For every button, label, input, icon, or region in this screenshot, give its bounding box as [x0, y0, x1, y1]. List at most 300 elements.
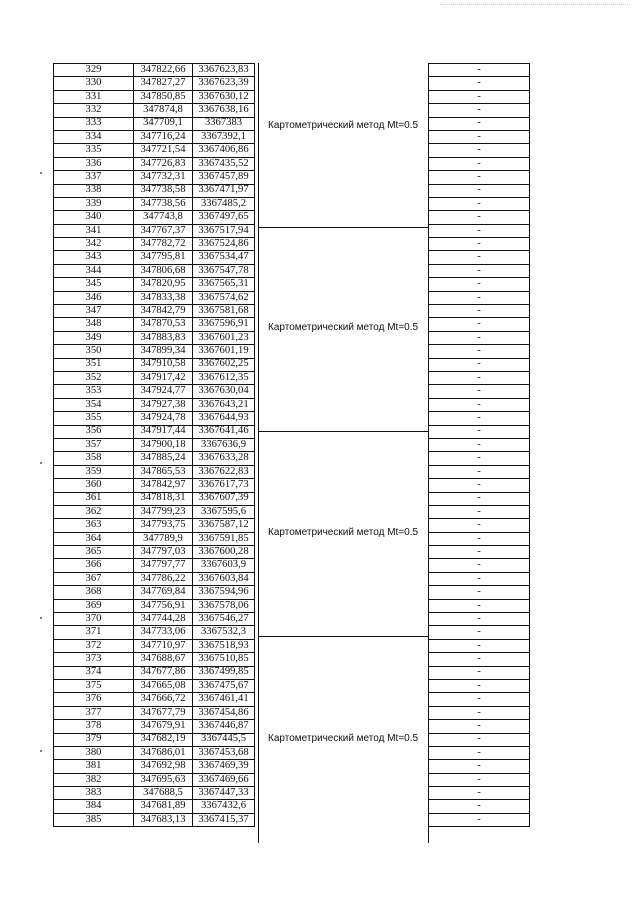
scan-artifact: [440, 4, 630, 8]
x-coordinate-cell: 347924,78: [134, 412, 193, 425]
dash-cell: -: [429, 546, 530, 559]
table-row: [54, 438, 255, 451]
x-coordinate-cell: 347917,42: [134, 371, 193, 384]
point-number-cell: 377: [54, 706, 134, 719]
point-number-cell: 375: [54, 679, 134, 692]
x-coordinate-cell: 347874,8: [134, 104, 193, 117]
point-number-cell: 334: [54, 130, 134, 143]
dash-row: [429, 519, 530, 532]
y-coordinate-cell: 3367643,21: [193, 398, 255, 411]
x-coordinate-cell: 347743,8: [134, 211, 193, 224]
table-row: [54, 305, 255, 318]
dash-row: [429, 291, 530, 304]
point-number-cell: 355: [54, 412, 134, 425]
dash-row: [429, 371, 530, 384]
dash-cell: -: [429, 706, 530, 719]
y-coordinate-cell: 3367603,9: [193, 559, 255, 572]
point-number-cell: 330: [54, 77, 134, 90]
y-coordinate-cell: 3367636,9: [193, 438, 255, 451]
dash-cell: -: [429, 117, 530, 130]
point-number-cell: 379: [54, 733, 134, 746]
x-coordinate-cell: 347818,31: [134, 492, 193, 505]
y-coordinate-cell: 3367432,6: [193, 800, 255, 813]
table-row: [54, 117, 255, 130]
y-coordinate-cell: 3367469,66: [193, 773, 255, 786]
y-coordinate-cell: 3367602,25: [193, 358, 255, 371]
y-coordinate-cell: 3367600,28: [193, 546, 255, 559]
point-number-cell: 340: [54, 211, 134, 224]
x-coordinate-cell: 347683,13: [134, 813, 193, 826]
x-coordinate-cell: 347850,85: [134, 90, 193, 103]
dash-row: [429, 385, 530, 398]
dash-cell: -: [429, 318, 530, 331]
dash-row: [429, 104, 530, 117]
point-number-cell: 331: [54, 90, 134, 103]
x-coordinate-cell: 347842,79: [134, 305, 193, 318]
dash-row: [429, 412, 530, 425]
point-number-cell: 380: [54, 746, 134, 759]
y-coordinate-cell: 3367471,97: [193, 184, 255, 197]
y-coordinate-cell: 3367435,52: [193, 157, 255, 170]
point-number-cell: 348: [54, 318, 134, 331]
table-row: [54, 197, 255, 210]
dash-row: [429, 305, 530, 318]
y-coordinate-cell: 3367601,19: [193, 345, 255, 358]
dash-cell: -: [429, 264, 530, 277]
y-coordinate-cell: 3367499,85: [193, 666, 255, 679]
dash-row: [429, 746, 530, 759]
dash-row: [429, 626, 530, 639]
group-divider: [258, 431, 428, 432]
y-coordinate-cell: 3367594,96: [193, 586, 255, 599]
dash-row: [429, 559, 530, 572]
dash-cell: -: [429, 492, 530, 505]
x-coordinate-cell: 347732,31: [134, 171, 193, 184]
scan-speck: [40, 172, 42, 174]
dash-cell: -: [429, 572, 530, 585]
table-row: [54, 224, 255, 237]
y-coordinate-cell: 3367532,3: [193, 626, 255, 639]
y-coordinate-cell: 3367546,27: [193, 613, 255, 626]
x-coordinate-cell: 347885,24: [134, 452, 193, 465]
table-row: [54, 599, 255, 612]
table-row: [54, 746, 255, 759]
point-number-cell: 383: [54, 787, 134, 800]
table-row: [54, 238, 255, 251]
x-coordinate-cell: 347820,95: [134, 278, 193, 291]
scan-speck: [40, 462, 42, 464]
point-number-cell: 351: [54, 358, 134, 371]
table-row: [54, 626, 255, 639]
x-coordinate-cell: 347721,54: [134, 144, 193, 157]
table-row: [54, 144, 255, 157]
dash-cell: -: [429, 452, 530, 465]
table-row: [54, 733, 255, 746]
dash-cell: -: [429, 425, 530, 438]
y-coordinate-cell: 3367587,12: [193, 519, 255, 532]
dash-cell: -: [429, 813, 530, 826]
y-coordinate-cell: 3367591,85: [193, 532, 255, 545]
y-coordinate-cell: 3367623,39: [193, 77, 255, 90]
x-coordinate-cell: 347900,18: [134, 438, 193, 451]
point-number-cell: 368: [54, 586, 134, 599]
dash-row: [429, 546, 530, 559]
x-coordinate-cell: 347822,66: [134, 64, 193, 77]
y-coordinate-cell: 3367447,33: [193, 787, 255, 800]
point-number-cell: 337: [54, 171, 134, 184]
point-number-cell: 385: [54, 813, 134, 826]
dash-cell: -: [429, 679, 530, 692]
point-number-cell: 354: [54, 398, 134, 411]
dash-row: [429, 425, 530, 438]
table-row: [54, 760, 255, 773]
point-number-cell: 342: [54, 238, 134, 251]
point-number-cell: 366: [54, 559, 134, 572]
table-row: [54, 291, 255, 304]
scan-speck: [40, 617, 42, 619]
table-row: [54, 532, 255, 545]
group-divider: [258, 227, 428, 228]
x-coordinate-cell: 347870,53: [134, 318, 193, 331]
dash-row: [429, 613, 530, 626]
point-number-cell: 356: [54, 425, 134, 438]
dash-row: [429, 130, 530, 143]
x-coordinate-cell: 347769,84: [134, 586, 193, 599]
dash-cell: -: [429, 599, 530, 612]
dash-cell: -: [429, 693, 530, 706]
x-coordinate-cell: 347797,03: [134, 546, 193, 559]
dash-cell: -: [429, 773, 530, 786]
dash-row: [429, 238, 530, 251]
x-coordinate-cell: 347709,1: [134, 117, 193, 130]
dash-cell: -: [429, 345, 530, 358]
y-coordinate-cell: 3367547,78: [193, 264, 255, 277]
method-label-group-1: Картометрический метод Mt=0.5: [268, 120, 419, 131]
point-number-cell: 344: [54, 264, 134, 277]
x-coordinate-cell: 347865,53: [134, 465, 193, 478]
point-number-cell: 360: [54, 479, 134, 492]
dash-row: [429, 465, 530, 478]
x-coordinate-cell: 347924,77: [134, 385, 193, 398]
table-row: [54, 720, 255, 733]
point-number-cell: 369: [54, 599, 134, 612]
dash-row: [429, 505, 530, 518]
dash-cell: -: [429, 197, 530, 210]
dash-row: [429, 264, 530, 277]
table-row: [54, 157, 255, 170]
y-coordinate-cell: 3367623,83: [193, 64, 255, 77]
table-row: [54, 813, 255, 826]
table-row: [54, 130, 255, 143]
table-row: [54, 546, 255, 559]
table-row: [54, 773, 255, 786]
point-number-cell: 346: [54, 291, 134, 304]
dash-row: [429, 639, 530, 652]
y-coordinate-cell: 3367445,5: [193, 733, 255, 746]
y-coordinate-cell: 3367601,23: [193, 331, 255, 344]
x-coordinate-cell: 347686,01: [134, 746, 193, 759]
dash-cell: -: [429, 760, 530, 773]
dash-cell: -: [429, 64, 530, 77]
y-coordinate-cell: 3367607,39: [193, 492, 255, 505]
point-number-cell: 339: [54, 197, 134, 210]
x-coordinate-cell: 347688,67: [134, 653, 193, 666]
dash-cell: -: [429, 130, 530, 143]
table-row: [54, 639, 255, 652]
table-row: [54, 251, 255, 264]
dash-cell: -: [429, 519, 530, 532]
x-coordinate-cell: 347917,44: [134, 425, 193, 438]
point-number-cell: 384: [54, 800, 134, 813]
dash-row: [429, 398, 530, 411]
point-number-cell: 359: [54, 465, 134, 478]
point-number-cell: 338: [54, 184, 134, 197]
table-row: [54, 586, 255, 599]
y-coordinate-cell: 3367406,86: [193, 144, 255, 157]
dash-row: [429, 90, 530, 103]
x-coordinate-cell: 347679,91: [134, 720, 193, 733]
table-row: [54, 452, 255, 465]
dash-row: [429, 211, 530, 224]
dash-row: [429, 278, 530, 291]
x-coordinate-cell: 347797,77: [134, 559, 193, 572]
dash-cell: -: [429, 144, 530, 157]
point-number-cell: 350: [54, 345, 134, 358]
dash-row: [429, 532, 530, 545]
y-coordinate-cell: 3367485,2: [193, 197, 255, 210]
x-coordinate-cell: 347927,38: [134, 398, 193, 411]
point-number-cell: 347: [54, 305, 134, 318]
x-coordinate-cell: 347827,27: [134, 77, 193, 90]
x-coordinate-cell: 347767,37: [134, 224, 193, 237]
method-label-group-3: Картометрический метод Mt=0.5: [268, 527, 419, 538]
dash-row: [429, 345, 530, 358]
y-coordinate-cell: 3367415,37: [193, 813, 255, 826]
table-row: [54, 613, 255, 626]
x-coordinate-cell: 347695,63: [134, 773, 193, 786]
y-coordinate-cell: 3367392,1: [193, 130, 255, 143]
dash-row: [429, 679, 530, 692]
x-coordinate-cell: 347726,83: [134, 157, 193, 170]
dash-cell: -: [429, 438, 530, 451]
dash-cell: -: [429, 171, 530, 184]
x-coordinate-cell: 347710,97: [134, 639, 193, 652]
dash-cell: -: [429, 639, 530, 652]
dash-cell: -: [429, 626, 530, 639]
y-coordinate-cell: 3367612,35: [193, 371, 255, 384]
table-row: [54, 171, 255, 184]
y-coordinate-cell: 3367596,91: [193, 318, 255, 331]
point-number-cell: 381: [54, 760, 134, 773]
dash-cell: -: [429, 465, 530, 478]
dash-row: [429, 666, 530, 679]
x-coordinate-cell: 347681,89: [134, 800, 193, 813]
dash-cell: -: [429, 720, 530, 733]
dash-cell: -: [429, 746, 530, 759]
dash-column-table: [428, 63, 530, 827]
dash-cell: -: [429, 532, 530, 545]
point-number-cell: 367: [54, 572, 134, 585]
dash-row: [429, 184, 530, 197]
dash-row: [429, 117, 530, 130]
y-coordinate-cell: 3367644,93: [193, 412, 255, 425]
point-number-cell: 357: [54, 438, 134, 451]
dash-row: [429, 760, 530, 773]
x-coordinate-cell: 347899,34: [134, 345, 193, 358]
table-row: [54, 371, 255, 384]
table-row: [54, 706, 255, 719]
point-number-cell: 382: [54, 773, 134, 786]
table-row: [54, 104, 255, 117]
x-coordinate-cell: 347665,08: [134, 679, 193, 692]
point-number-cell: 352: [54, 371, 134, 384]
dash-cell: -: [429, 385, 530, 398]
point-number-cell: 341: [54, 224, 134, 237]
point-number-cell: 329: [54, 64, 134, 77]
x-coordinate-cell: 347786,22: [134, 572, 193, 585]
table-row: [54, 211, 255, 224]
dash-row: [429, 586, 530, 599]
dash-cell: -: [429, 358, 530, 371]
table-row: [54, 505, 255, 518]
y-coordinate-cell: 3367469,39: [193, 760, 255, 773]
y-coordinate-cell: 3367524,86: [193, 238, 255, 251]
dash-cell: -: [429, 251, 530, 264]
dash-row: [429, 492, 530, 505]
x-coordinate-cell: 347883,83: [134, 331, 193, 344]
dash-cell: -: [429, 238, 530, 251]
point-number-cell: 358: [54, 452, 134, 465]
y-coordinate-cell: 3367630,12: [193, 90, 255, 103]
y-coordinate-cell: 3367475,67: [193, 679, 255, 692]
dash-row: [429, 452, 530, 465]
dash-cell: -: [429, 331, 530, 344]
x-coordinate-cell: 347782,72: [134, 238, 193, 251]
y-coordinate-cell: 3367603,84: [193, 572, 255, 585]
dash-cell: -: [429, 559, 530, 572]
x-coordinate-cell: 347842,97: [134, 479, 193, 492]
point-number-cell: 362: [54, 505, 134, 518]
y-coordinate-cell: 3367565,31: [193, 278, 255, 291]
y-coordinate-cell: 3367518,93: [193, 639, 255, 652]
x-coordinate-cell: 347799,23: [134, 505, 193, 518]
dash-row: [429, 599, 530, 612]
table-row: [54, 278, 255, 291]
x-coordinate-cell: 347910,58: [134, 358, 193, 371]
y-coordinate-cell: 3367633,28: [193, 452, 255, 465]
table-row: [54, 693, 255, 706]
dash-row: [429, 318, 530, 331]
dash-row: [429, 224, 530, 237]
dash-cell: -: [429, 653, 530, 666]
x-coordinate-cell: 347677,86: [134, 666, 193, 679]
dash-row: [429, 733, 530, 746]
x-coordinate-cell: 347833,38: [134, 291, 193, 304]
point-number-cell: 336: [54, 157, 134, 170]
table-row: [54, 425, 255, 438]
table-row: [54, 787, 255, 800]
y-coordinate-cell: 3367534,47: [193, 251, 255, 264]
method-label-group-4: Картометрический метод Mt=0.5: [268, 733, 419, 744]
table-row: [54, 412, 255, 425]
dash-cell: -: [429, 666, 530, 679]
y-coordinate-cell: 3367638,16: [193, 104, 255, 117]
method-label-group-2: Картометрический метод Mt=0.5: [268, 322, 419, 333]
y-coordinate-cell: 3367510,85: [193, 653, 255, 666]
dash-row: [429, 800, 530, 813]
table-row: [54, 264, 255, 277]
coordinates-table: [53, 63, 255, 827]
table-row: [54, 318, 255, 331]
table-row: [54, 559, 255, 572]
dash-cell: -: [429, 412, 530, 425]
table-row: [54, 465, 255, 478]
table-row: [54, 77, 255, 90]
x-coordinate-cell: 347806,68: [134, 264, 193, 277]
y-coordinate-cell: 3367617,73: [193, 479, 255, 492]
dash-cell: -: [429, 104, 530, 117]
table-row: [54, 666, 255, 679]
dash-row: [429, 693, 530, 706]
dash-row: [429, 358, 530, 371]
table-row: [54, 90, 255, 103]
y-coordinate-cell: 3367581,68: [193, 305, 255, 318]
x-coordinate-cell: 347744,28: [134, 613, 193, 626]
point-number-cell: 374: [54, 666, 134, 679]
point-number-cell: 373: [54, 653, 134, 666]
table-row: [54, 479, 255, 492]
y-coordinate-cell: 3367454,86: [193, 706, 255, 719]
point-number-cell: 345: [54, 278, 134, 291]
x-coordinate-cell: 347738,56: [134, 197, 193, 210]
dash-cell: -: [429, 479, 530, 492]
dash-cell: -: [429, 211, 530, 224]
x-coordinate-cell: 347733,06: [134, 626, 193, 639]
y-coordinate-cell: 3367383: [193, 117, 255, 130]
dash-row: [429, 813, 530, 826]
dash-cell: -: [429, 586, 530, 599]
point-number-cell: 343: [54, 251, 134, 264]
table-row: [54, 358, 255, 371]
dash-cell: -: [429, 787, 530, 800]
dash-row: [429, 706, 530, 719]
y-coordinate-cell: 3367578,06: [193, 599, 255, 612]
table-row: [54, 572, 255, 585]
x-coordinate-cell: 347666,72: [134, 693, 193, 706]
dash-cell: -: [429, 371, 530, 384]
point-number-cell: 378: [54, 720, 134, 733]
dash-cell: -: [429, 305, 530, 318]
x-coordinate-cell: 347756,91: [134, 599, 193, 612]
dash-row: [429, 720, 530, 733]
dash-row: [429, 331, 530, 344]
table-row: [54, 184, 255, 197]
dash-cell: -: [429, 505, 530, 518]
x-coordinate-cell: 347716,24: [134, 130, 193, 143]
dash-row: [429, 787, 530, 800]
dash-cell: -: [429, 398, 530, 411]
point-number-cell: 353: [54, 385, 134, 398]
group-divider: [258, 636, 428, 637]
dash-row: [429, 197, 530, 210]
x-coordinate-cell: 347692,98: [134, 760, 193, 773]
table-row: [54, 345, 255, 358]
x-coordinate-cell: 347738,58: [134, 184, 193, 197]
dash-cell: -: [429, 733, 530, 746]
x-coordinate-cell: 347682,19: [134, 733, 193, 746]
dash-cell: -: [429, 77, 530, 90]
x-coordinate-cell: 347795,81: [134, 251, 193, 264]
